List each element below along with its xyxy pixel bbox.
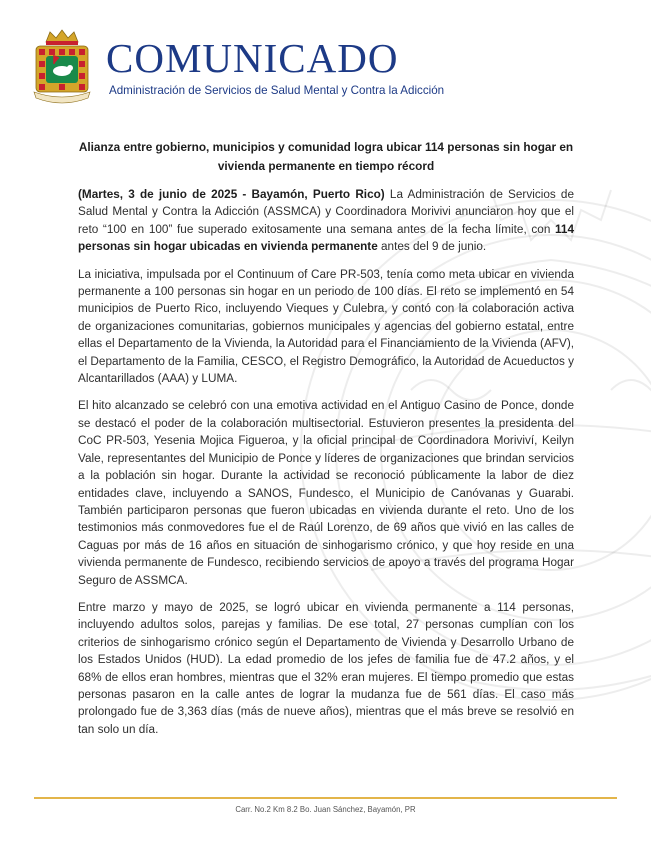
paragraph: Entre marzo y mayo de 2025, se logró ubicar en vivienda permanente a 114 personas, incluyendo adultos solos, parejas y familias. De ese total, 27 personas cumplían con los criterios de sinhogarismo crónico según el Departamento de Vivienda y Desarrollo Urbano de los Estados Unidos (HUD). La edad promedio de los jefes de familia fue de 47.2 años, y el 68% de ellos eran hombres, mientras que el 32% eran mujeres. El tiempo promedio que estas personas pasaron en la calle antes de lograr la mudanza fue de 561 días. El caso más prolongado fue de 3,363 días (más de nueve años), mientras que el más breve se resolvió en tan solo un día. (78, 600, 574, 736)
press-release-headline: Alianza entre gobierno, municipios y comunidad logra ubicar 114 personas sin hogar en vivienda permanente en tiempo récord (78, 140, 574, 173)
letterhead (30, 28, 630, 108)
press-release-body (78, 186, 574, 748)
coat-of-arms-icon (30, 28, 94, 104)
footer-divider (34, 797, 617, 799)
paragraph: La iniciativa, impulsada por el Continuum of Care PR-503, tenía como meta ubicar en vivienda permanente a 100 personas sin hogar en un periodo de 100 días. El reto se implementó en 54 municipios de Puerto Rico, incluyendo Vieques y Culebra, y contó con la colaboración activa de organizaciones comunitarias, gobiernos municipales y agencias del gobierno estatal, entre ellas el Departamento de la Vivienda, la Autoridad para el Financiamiento de la Vivienda (AFV), el Departamento de la Familia, CESCO, el Registro Demográfico, la Autoridad de Acueductos y Alcantarillados (AAA) y LUMA. (78, 267, 574, 386)
paragraph-lead (78, 186, 574, 256)
agency-name: Administración de Servicios de Salud Mental y Contra la Adicción (109, 84, 445, 97)
lead-text-a: La Administración de Servicios de Salud Mental y Contra la Adicción (ASSMCA) y Coordinadora Morivivi anunciaron hoy que el reto “100 en 100” fue superado exitosamente una semana antes de la fecha límite, con (78, 188, 574, 236)
footer-address: Carr. No.2 Km 8.2 Bo. Juan Sánchez, Bayamón, PR (235, 805, 416, 814)
dateline: (Martes, 3 de junio de 2025 - Bayamón, Puerto Rico) (78, 188, 385, 201)
lead-text-c: antes del 9 de junio. (377, 240, 487, 254)
document-title: COMUNICADO (106, 35, 399, 81)
lead-highlight: 114 personas sin hogar ubicadas en vivienda permanente (78, 222, 574, 254)
paragraph: El hito alcanzado se celebró con una emotiva actividad en el Antiguo Casino de Ponce, donde se destacó el poder de la colaboración multisectorial. Estuvieron presentes la presidenta del CoC PR-503, Yesenia Mojica Figueroa, y la oficial principal de Coordinadora Moriviví, Keilyn Vale, representantes del Municipio de Ponce y líderes de organizaciones que brindan servicios a la población sin hogar. Durante la actividad se reconoció públicamente la labor de diez entidades clave, incluyendo a SANOS, Fundesco, el Municipio de Canóvanas y Guarabi. También participaron personas que fueron ubicadas en vivienda durante el reto. Uno de los testimonios más conmovedores fue el de Raúl Lorenzo, de 69 años que vivió en las calles de Caguas por más de 16 años en situación de sinhogarismo crónico, y que hoy reside en una vivienda permanente de Fundesco, recibiendo servicios de apoyo a través del programa Hogar Seguro de ASSMCA. (78, 399, 574, 587)
